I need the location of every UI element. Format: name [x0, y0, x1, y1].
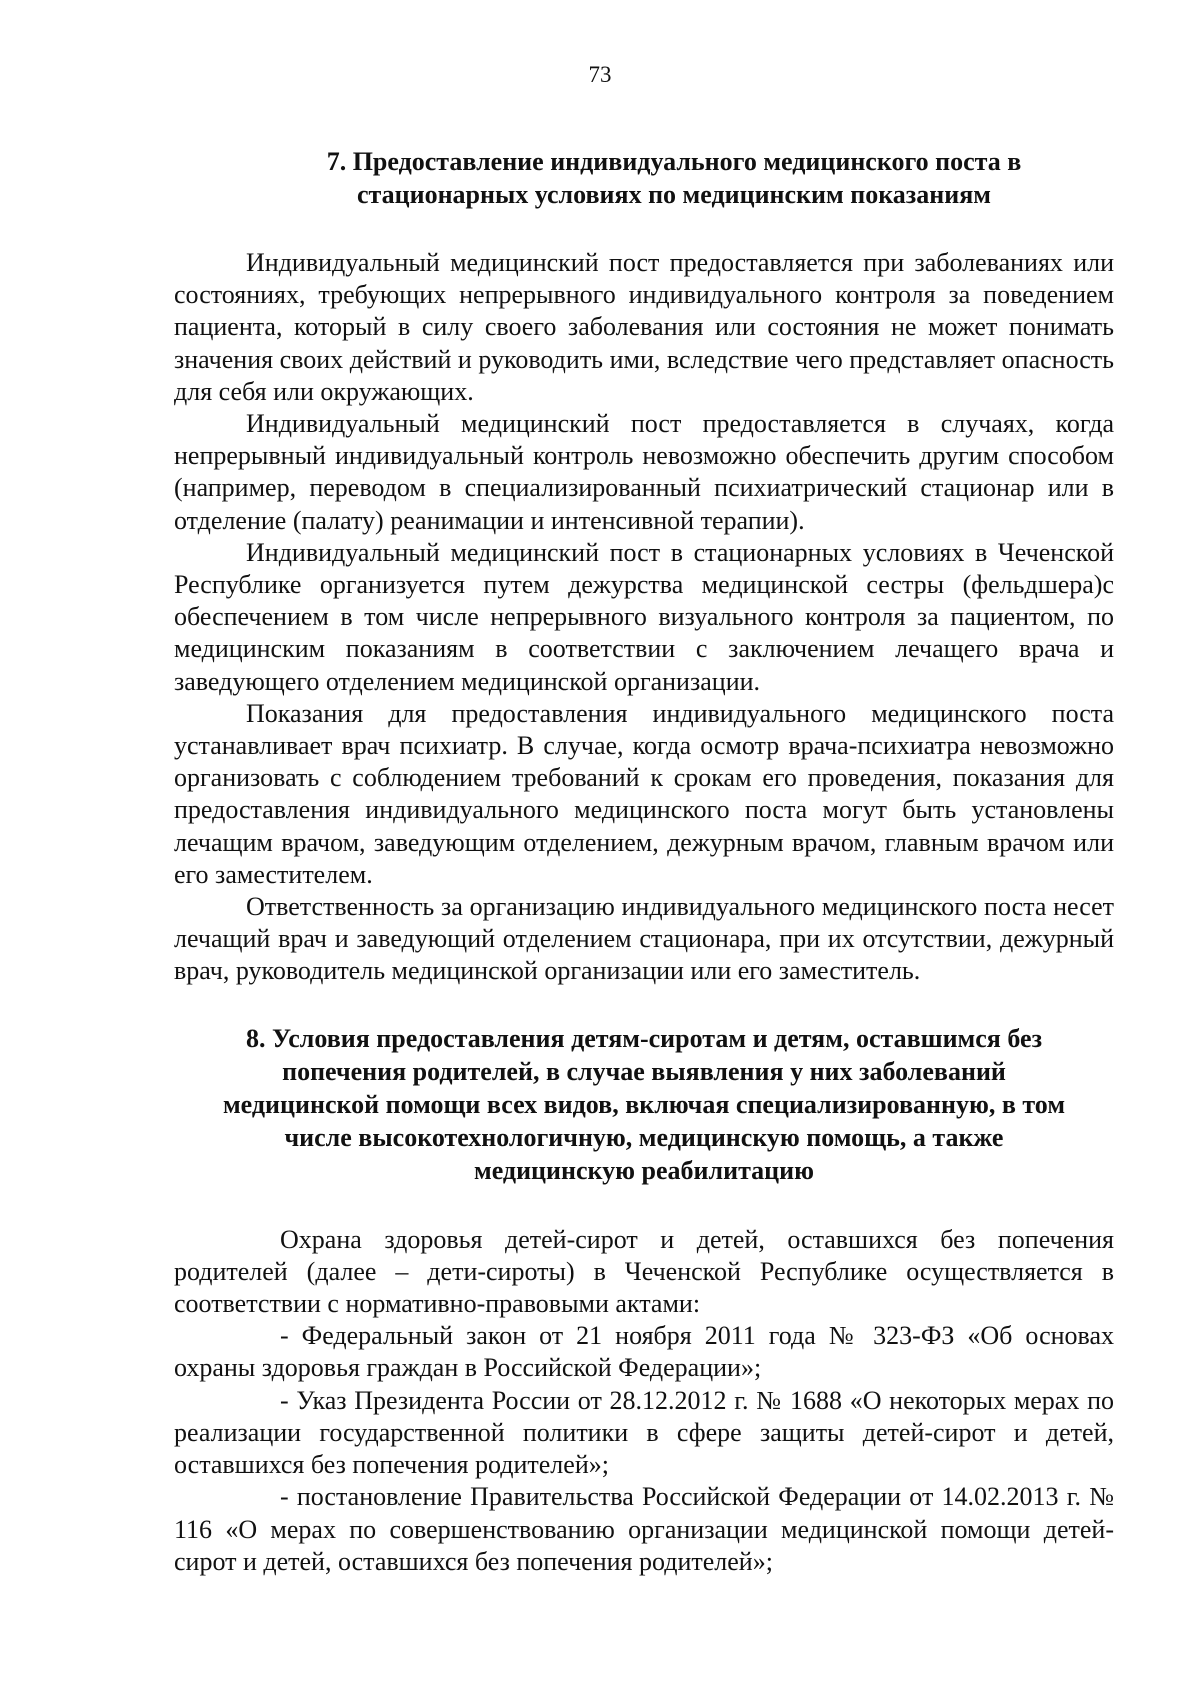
list-item: - постановление Правительства Российской Федерации от 14.02.2013 г. № 116 «О мерах по совершенствованию организации медицинской помощи детей-сирот и детей, оставшихся без попечения родителей»;: [174, 1482, 1114, 1576]
section-8-heading-line: попечения родителей, в случае выявления у них заболеваний: [282, 1056, 1006, 1086]
section-8-heading: [174, 1022, 1114, 1187]
paragraph: Индивидуальный медицинский пост в стационарных условиях в Чеченской Республике организуется путем дежурства медицинской сестры (фельдшера)с обеспечением в том числе непрерывного визуального контроля за пациентом, по медицинским показаниям в соответствии с заключением лечащего врача и заведующего отделением медицинской организации.: [174, 537, 1114, 696]
section-8-heading-line: медицинскую реабилитацию: [474, 1155, 814, 1185]
paragraph: Индивидуальный медицинский пост предоставляется в случаях, когда непрерывный индивидуальный контроль невозможно обеспечить другим способом (например, переводом в специализированный психиатрический стационар или в отделение (палату) реанимации и интенсивной терапии).: [174, 409, 1114, 535]
section-7-body: [174, 247, 1114, 988]
paragraph: Показания для предоставления индивидуального медицинского поста устанавливает врач психиатр. В случае, когда осмотр врача-психиатра невозможно организовать с соблюдением требований к срокам его проведения, показания для предоставления индивидуального медицинского поста могут быть установлены лечащим врачом, заведующим отделением, дежурным врачом, главным врачом или его заместителем.: [174, 698, 1114, 889]
section-7-heading-line: 7. Предоставление индивидуального медицинского поста в: [326, 147, 1022, 176]
paragraph: Ответственность за организацию индивидуального медицинского поста несет лечащий врач и заведующий отделением стационара, при их отсутствии, дежурный врач, руководитель медицинской организации или его заместитель.: [174, 892, 1114, 986]
section-8-heading-line: числе высокотехнологичную, медицинскую помощь, а также: [284, 1122, 1004, 1152]
section-8-heading-line: 8. Условия предоставления детям-сиротам и детям, оставшимся без: [245, 1023, 1043, 1053]
section-7-heading-line: стационарных условиях по медицинским показаниям: [356, 180, 991, 209]
list-item: - Указ Президента России от 28.12.2012 г. № 1688 «О некоторых мерах по реализации государственной политики в сфере защиты детей-сирот и детей, оставшихся без попечения родителей»;: [174, 1385, 1114, 1480]
page-content: [174, 145, 1114, 1578]
section-8-body: [174, 1224, 1114, 1578]
section-7-heading: [174, 145, 1114, 211]
paragraph: Индивидуальный медицинский пост предоставляется при заболеваниях или состояниях, требующих непрерывного индивидуального контроля за поведением пациента, который в силу своего заболевания или состояния не может понимать значения своих действий и руководить ими, вследствие чего представляет опасность для себя или окружающих.: [174, 248, 1114, 406]
section-8-heading-line: медицинской помощи всех видов, включая специализированную, в том: [222, 1089, 1066, 1119]
list-item: - Федеральный закон от 21 ноября 2011 года № 323-ФЗ «Об основах охраны здоровья граждан в Российской Федерации»;: [174, 1321, 1114, 1383]
paragraph: Охрана здоровья детей-сирот и детей, оставшихся без попечения родителей (далее – дети-сироты) в Чеченской Республике осуществляется в соответствии с нормативно-правовыми актами:: [174, 1224, 1114, 1319]
page-number: 73: [588, 62, 612, 87]
